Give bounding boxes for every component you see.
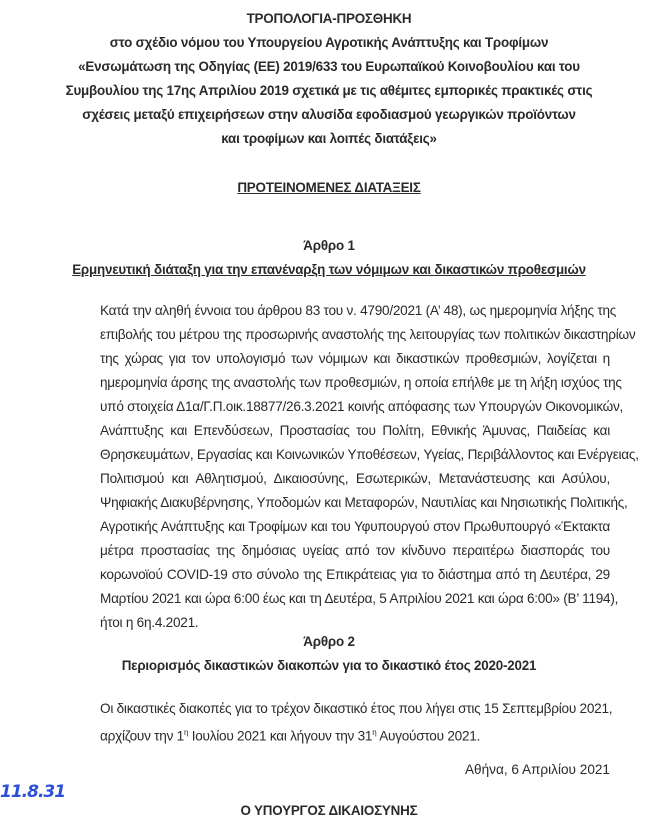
text: Αυγούστου 2021.	[376, 728, 481, 744]
body-line: της χώρας για τον υπολογισμό των νόμιμων και δικαστικών προθεσμιών, λογίζεται η	[100, 351, 610, 366]
superscript: η	[183, 728, 189, 737]
header-line: και τροφίμων και λοιπές διατάξεις»	[221, 131, 437, 146]
body-line: Πολιτισμού και Αθλητισμού, Δικαιοσύνης, Εσωτερικών, Μετανάστευσης και Ασύλου,	[100, 471, 610, 486]
header-line: «Ενσωμάτωση της Οδηγίας (ΕΕ) 2019/633 του Ευρωπαϊκού Κοινοβουλίου και του	[78, 59, 580, 74]
body-line: Ψηφιακής Διακυβέρνησης, Υποδομών και Μεταφορών, Ναυτιλίας και Νησιωτικής Πολιτικής,	[100, 495, 628, 510]
section-title: ΠΡΟΤΕΙΝΟΜΕΝΕΣ ΔΙΑΤΑΞΕΙΣ	[237, 180, 421, 195]
header-line: Συμβουλίου της 17ης Απριλίου 2019 σχετικά με τις αθέμιτες εμπορικές πρακτικές στις	[65, 83, 593, 98]
body-line: Μαρτίου 2021 και ώρα 6:00 έως και τη Δευτέρα, 5 Απριλίου 2021 και ώρα 6:00» (Β’ 1194),	[100, 591, 619, 606]
body-line: κορωνοϊού COVID-19 στο σύνολο της Επικράτειας για το διάστημα από τη Δευτέρα, 29	[100, 567, 610, 582]
body-line	[100, 721, 610, 745]
body-line: ήτοι η 6η.4.2021.	[100, 615, 199, 630]
article-2-title: Περιορισμός δικαστικών διακοπών για το δικαστικό έτος 2020-2021	[121, 658, 537, 673]
article-1-number: Άρθρο 1	[303, 238, 355, 253]
body-line: ημερομηνία άρσης της αναστολής των προθεσμιών, η οποία επήλθε με τη λήξη ισχύος της	[100, 375, 622, 390]
body-line: Θρησκευμάτων, Εργασίας και Κοινωνικών Υποθέσεων, Υγείας, Περιβάλλοντος και Ενέργειας,	[100, 447, 639, 462]
body-line: Ανάπτυξης και Επενδύσεων, Προστασίας του Πολίτη, Εθνικής Άμυνας, Παιδείας και	[100, 423, 610, 438]
document-title: ΤΡΟΠΟΛΟΓΙΑ-ΠΡΟΣΘΗΚΗ	[246, 11, 412, 26]
article-1-body	[100, 299, 639, 635]
body-line: Αγροτικής Ανάπτυξης και Τροφίμων και του Υφυπουργού στον Πρωθυπουργό «Έκτακτα	[100, 519, 610, 534]
body-line: μέτρα προστασίας της δημόσιας υγείας από τον κίνδυνο περαιτέρω διασποράς του	[100, 543, 610, 558]
header-line: στο σχέδιο νόμου του Υπουργείου Αγροτικής Ανάπτυξης και Τροφίμων	[109, 35, 549, 50]
body-line: Κατά την αληθή έννοια του άρθρου 83 του ν. 4790/2021 (Α’ 48), ως ημερομηνία λήξης της	[100, 303, 617, 318]
text: Ιουλίου 2021 και λήγουν την 31	[188, 728, 373, 744]
signatory-title: Ο ΥΠΟΥΡΓΟΣ ΔΙΚΑΙΟΣΥΝΗΣ	[240, 803, 418, 818]
text: αρχίζουν την 1	[100, 728, 184, 744]
body-line: υπό στοιχεία Δ1α/Γ.Π.οικ.18877/26.3.2021 κοινής απόφασης των Υπουργών Οικονομικών,	[100, 399, 624, 414]
article-2-body	[100, 697, 613, 745]
article-1-title: Ερμηνευτική διάταξη για την επανέναρξη των νόμιμων και δικαστικών προθεσμιών	[72, 262, 586, 277]
superscript: η	[372, 728, 377, 737]
document-date: Αθήνα, 6 Απριλίου 2021	[464, 762, 610, 777]
body-line: Οι δικαστικές διακοπές για το τρέχον δικαστικό έτος που λήγει στις 15 Σεπτεμβρίου 2021,	[100, 701, 613, 716]
header-line: σχέσεις μεταξύ επιχειρήσεων στην αλυσίδα εφοδιασμού γεωργικών προϊόντων	[82, 107, 576, 122]
body-line: επιβολής του μέτρου της προσωρινής αναστολής της λειτουργίας των πολιτικών δικαστηρίων	[100, 327, 636, 342]
handwritten-note: 11.8.31	[0, 782, 66, 802]
article-2-number: Άρθρο 2	[303, 634, 355, 649]
